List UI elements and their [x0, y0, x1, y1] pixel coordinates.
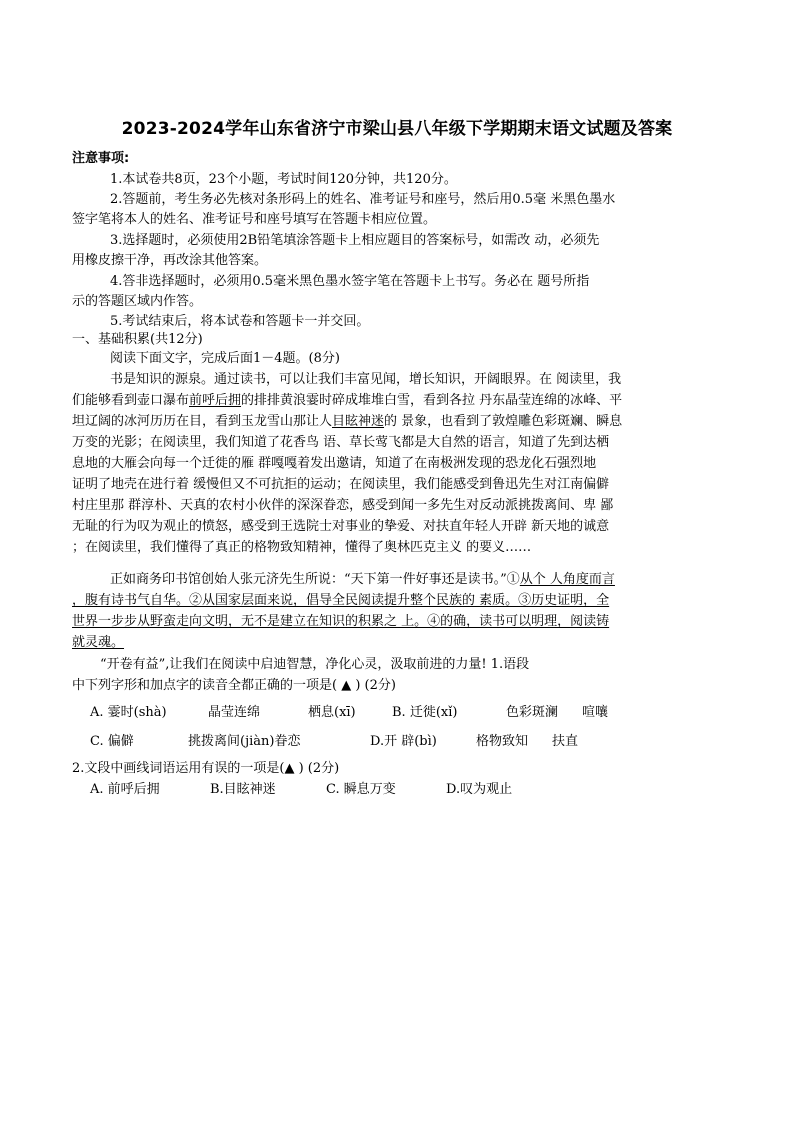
passage-text: 的排排黄浪霎时碎成堆堆白雪，看到各拉 丹东晶莹连绵的冰峰、平	[241, 393, 623, 408]
passage-text: 正如商务印书馆创始人张元济先生所说：“天下第一件好事还是读书。”①	[110, 572, 520, 587]
notice-item: 4.答非选择题时，必须用0.5毫米黑色墨水签字笔在答题卡上书写。务必在 题号所指	[110, 274, 590, 289]
option-d: D.开 辟(bì)	[370, 734, 437, 749]
underlined-sentence: 就灵魂。	[72, 635, 125, 650]
q1-options-row	[90, 703, 710, 723]
section-intro: 阅读下面文字，完成后面1－4题。(8分)	[110, 351, 340, 366]
closing-line: “开卷有益”,让我们在阅读中启迪智慧，净化心灵，汲取前进的力量! 1.语段	[100, 657, 530, 672]
passage-text: 们能够看到壶口瀑布	[72, 393, 190, 408]
option-text: 格物致知	[476, 734, 529, 749]
passage-line	[72, 391, 622, 411]
q2-options-row	[90, 780, 630, 800]
q1-options-row	[90, 732, 710, 752]
notice-item: 1.本试卷共8页，23个小题，考试时间120分钟，共120分。	[110, 172, 457, 187]
notice-item: 签字笔将本人的姓名、准考证号和座号填写在答题卡相应位置。	[72, 212, 437, 227]
underlined-sentence: 从个 人角度而言	[519, 572, 615, 587]
option-a: A. 霎时(shà)	[90, 705, 167, 720]
option-c: C. 偏僻	[90, 734, 134, 749]
underlined-phrase: 目眩神迷	[332, 414, 385, 429]
option-d: D.叹为观止	[446, 782, 513, 797]
passage-line: 书是知识的源泉。通过读书，可以让我们丰富见闻，增长知识，开阔眼界。在 阅读里，我	[110, 372, 622, 387]
option-a: A. 前呼后拥	[90, 782, 160, 797]
passage-line	[110, 570, 615, 590]
notice-item: 示的答题区域内作答。	[72, 294, 203, 309]
notice-item: 2.答题前，考生务必先核对条形码上的姓名、准考证号和座号，然后用0.5毫 米黑色墨水	[110, 192, 616, 207]
option-text: 喧嚷	[582, 705, 609, 720]
underlined-phrase: 前呼后拥	[189, 393, 242, 408]
notice-item: 用橡皮擦干净，再改涂其他答案。	[72, 253, 268, 268]
option-b: B.目眩神迷	[210, 782, 276, 797]
option-c: C. 瞬息万变	[326, 782, 396, 797]
option-text: 扶直	[552, 734, 579, 749]
section-heading: 一、基础积累(共12分)	[72, 332, 203, 347]
option-b: B. 迁徙(xǐ)	[392, 705, 458, 720]
page-title: 2023-2024学年山东省济宁市梁山县八年级下学期期末语文试题及答案	[121, 119, 673, 139]
question-stem: 中下列字形和加点字的读音全都正确的一项是( ▲ ) (2分)	[72, 678, 396, 693]
passage-line: 万变的光影；在阅读里，我们知道了花香鸟 语、草长莺飞都是大自然的语言，知道了先到达栖	[72, 435, 610, 450]
underlined-sentence: 世界一步步从野蛮走向文明，无不是建立在知识的积累之 上。④的确，读书可以明理，阅读铸	[72, 614, 610, 629]
question-stem: 2.文段中画线词语运用有误的一项是(▲ ) (2分)	[72, 761, 340, 776]
notice-heading: 注意事项:	[72, 151, 130, 166]
passage-line: 无耻的行为叹为观止的愤怒，感受到王选院士对事业的挚爱、对扶直年轻人开辟 新天地的诚意	[72, 519, 610, 534]
notice-item: 3.选择题时，必须使用2B铅笔填涂答题卡上相应题目的答案标号，如需改 动，必须先	[110, 233, 600, 248]
option-text: 晶莹连绵	[208, 705, 261, 720]
notice-item: 5.考试结束后，将本试卷和答题卡一并交回。	[110, 314, 370, 329]
passage-line	[72, 412, 622, 432]
passage-line: 证明了地壳在进行着 缓慢但又不可抗拒的运动；在阅读里，我们能感受到鲁迅先生对江南偏僻	[72, 477, 610, 492]
option-text: 栖息(xī)	[308, 705, 356, 720]
option-text: 色彩斑澜	[506, 705, 559, 720]
passage-line: 村庄里那 群淳朴、天真的农村小伙伴的深深眷恋，感受到闻一多先生对反动派挑拨离间、卑 鄙	[72, 498, 614, 513]
passage-line: ；在阅读里，我们懂得了真正的格物致知精神，懂得了奥林匹克主义 的要义……	[72, 540, 532, 555]
passage-line: 息地的大雁会向每一个迁徙的雁 群嘎嘎着发出邀请，知道了在南极洲发现的恐龙化石强烈地	[72, 456, 597, 471]
underlined-sentence: ，腹有诗书气自华。②从国家层面来说，倡导全民阅读提升整个民族的 素质。③历史证明，全	[72, 593, 610, 608]
passage-text: 的 景象，也看到了敦煌雕色彩斑斓、瞬息	[384, 414, 623, 429]
passage-text: 坦辽阔的冰河历历在目，看到玉龙雪山那让人	[72, 414, 333, 429]
option-text: 挑拨离间(jiàn)眷恋	[188, 734, 301, 749]
